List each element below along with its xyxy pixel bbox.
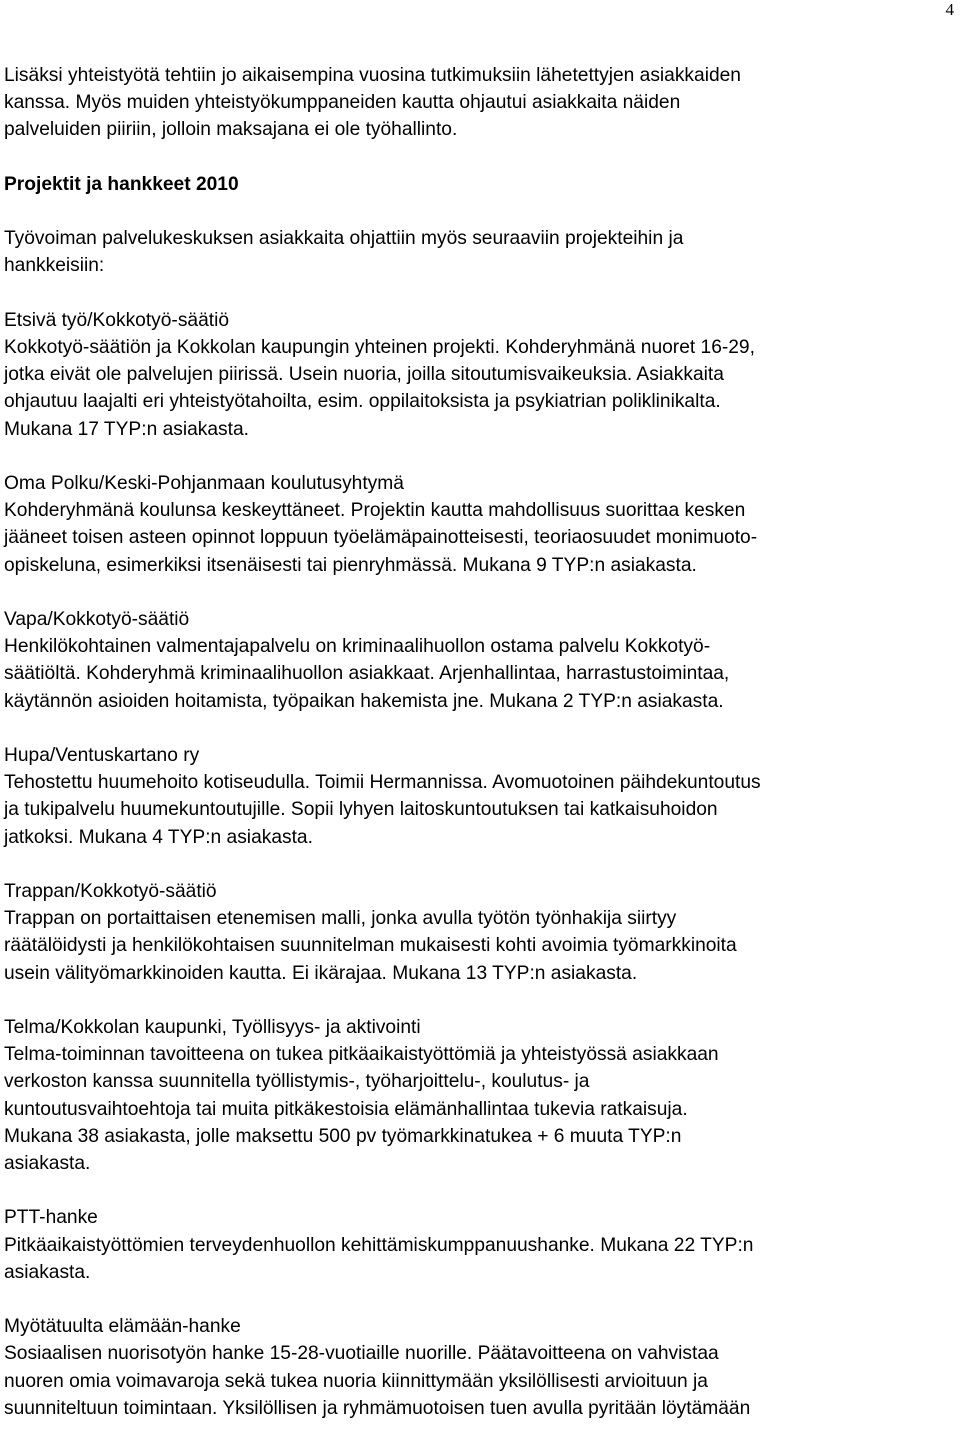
text-line: jatkoksi. Mukana 4 TYP:n asiakasta. bbox=[4, 826, 313, 848]
project-title: Oma Polku/Keski-Pohjanmaan koulutusyhtymä bbox=[4, 472, 404, 494]
text-line: suunniteltuun toimintaan. Yksilöllisen ja ryhmämuotoisen tuen avulla pyritään löytämään bbox=[4, 1397, 751, 1419]
project-title: Telma/Kokkolan kaupunki, Työllisyys- ja aktivointi bbox=[4, 1016, 421, 1038]
project-telma bbox=[4, 1014, 954, 1177]
text-line: kuntoutusvaihtoehtoja tai muita pitkäkestoisia elämänhallintaa tukevia ratkaisuja. bbox=[4, 1098, 688, 1120]
project-title: Vapa/Kokkotyö-säätiö bbox=[4, 608, 190, 630]
project-title: Trappan/Kokkotyö-säätiö bbox=[4, 880, 217, 902]
text-line: Mukana 38 asiakasta, jolle maksettu 500 pv työmarkkinatukea + 6 muuta TYP:n bbox=[4, 1125, 682, 1147]
text-line: Sosiaalisen nuorisotyön hanke 15-28-vuotiaille nuorille. Päätavoitteena on vahvistaa bbox=[4, 1343, 719, 1365]
intro-paragraph bbox=[4, 62, 954, 144]
text-line: nuoren omia voimavaroja sekä tukea nuoria kiinnittymään yksilöllisesti arvioituun ja bbox=[4, 1370, 708, 1392]
text-line: verkoston kanssa suunnitella työllistymis-, työharjoittelu-, koulutus- ja bbox=[4, 1071, 590, 1093]
text-line: käytännön asioiden hoitamista, työpaikan hakemista jne. Mukana 2 TYP:n asiakasta. bbox=[4, 690, 724, 712]
text-line: ja tukipalvelu huumekuntoutujille. Sopii lyhyen laitoskuntoutuksen tai katkaisuhoidon bbox=[4, 799, 718, 821]
text-line: jotka eivät ole palvelujen piirissä. Usein nuoria, joilla sitoutumisvaikeuksia. Asiakkaita bbox=[4, 364, 724, 386]
project-hupa bbox=[4, 742, 954, 851]
text-line: asiakasta. bbox=[4, 1261, 91, 1283]
project-trappan bbox=[4, 878, 954, 987]
text-line: Tehostettu huumehoito kotiseudulla. Toimii Hermannissa. Avomuotoinen päihdekuntoutus bbox=[4, 772, 761, 794]
lead-paragraph bbox=[4, 225, 954, 279]
project-etsiva-tyo bbox=[4, 307, 954, 443]
text-line: usein välityömarkkinoiden kautta. Ei ikärajaa. Mukana 13 TYP:n asiakasta. bbox=[4, 962, 638, 984]
text-line: Henkilökohtainen valmentajapalvelu on kriminaalihuollon ostama palvelu Kokkotyö- bbox=[4, 636, 711, 658]
text-line: Lisäksi yhteistyötä tehtiin jo aikaisempina vuosina tutkimuksiin lähetettyjen asiakkaiden bbox=[4, 65, 741, 86]
section-heading: Projektit ja hankkeet 2010 bbox=[4, 173, 239, 195]
text-line: Trappan on portaittaisen etenemisen malli, jonka avulla työtön työnhakija siirtyy bbox=[4, 908, 677, 930]
page-number: 4 bbox=[945, 0, 954, 19]
text-line: Kohderyhmänä koulunsa keskeyttäneet. Projektin kautta mahdollisuus suorittaa kesken bbox=[4, 500, 746, 522]
text-line: jääneet toisen asteen opinnot loppuun työelämäpainotteisesti, teoriaosuudet monimuoto- bbox=[4, 527, 758, 549]
text-line: säätiöltä. Kohderyhmä kriminaalihuollon asiakkaat. Arjenhallintaa, harrastustoimintaa, bbox=[4, 663, 730, 685]
text-line: Työvoiman palvelukeskuksen asiakkaita ohjattiin myös seuraaviin projekteihin ja bbox=[4, 228, 684, 250]
text-line: Telma-toiminnan tavoitteena on tukea pitkäaikaistyöttömiä ja yhteistyössä asiakkaan bbox=[4, 1044, 719, 1066]
document-body bbox=[4, 62, 954, 1422]
text-line: opiskeluna, esimerkiksi itsenäisesti tai pienryhmässä. Mukana 9 TYP:n asiakasta. bbox=[4, 554, 697, 576]
text-line: ohjautuu laajalti eri yhteistyötahoilta, esim. oppilaitoksista ja psykiatrian poliklinikalta. bbox=[4, 391, 721, 413]
project-title: Hupa/Ventuskartano ry bbox=[4, 744, 200, 766]
text-line: asiakasta. bbox=[4, 1153, 91, 1174]
text-line: Mukana 17 TYP:n asiakasta. bbox=[4, 418, 249, 440]
text-line: räätälöidysti ja henkilökohtaisen suunnitelman mukaisesti kohti avoimia työmarkkinoita bbox=[4, 935, 737, 957]
project-oma-polku bbox=[4, 470, 954, 579]
project-vapa bbox=[4, 606, 954, 715]
text-line: kanssa. Myös muiden yhteistyökumppaneiden kautta ohjautui asiakkaita näiden bbox=[4, 92, 681, 114]
text-line: hankkeisiin: bbox=[4, 255, 105, 277]
text-line: palveluiden piiriin, jolloin maksajana ei ole työhallinto. bbox=[4, 119, 458, 141]
text-line: Kokkotyö-säätiön ja Kokkolan kaupungin yhteinen projekti. Kohderyhmänä nuoret 16-29, bbox=[4, 336, 755, 358]
project-title: Etsivä työ/Kokkotyö-säätiö bbox=[4, 309, 230, 331]
project-title: Myötätuulta elämään-hanke bbox=[4, 1316, 241, 1338]
project-ptt-hanke bbox=[4, 1204, 954, 1286]
text-line: Pitkäaikaistyöttömien terveydenhuollon kehittämiskumppanuushanke. Mukana 22 TYP:n bbox=[4, 1234, 754, 1256]
project-title: PTT-hanke bbox=[4, 1207, 98, 1229]
project-myotatuulta bbox=[4, 1313, 954, 1422]
